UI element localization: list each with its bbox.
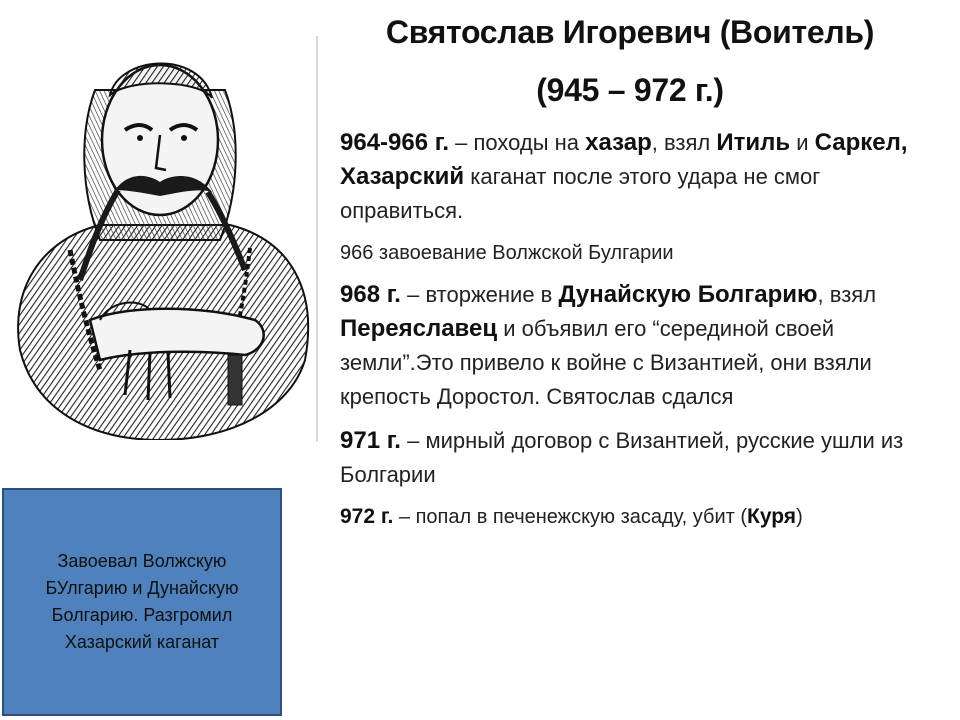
event-text: , взял bbox=[651, 130, 717, 155]
event-highlight: 972 г. bbox=[340, 505, 394, 528]
event-text: и bbox=[790, 130, 815, 155]
event-item bbox=[340, 278, 945, 414]
vertical-divider bbox=[316, 36, 318, 442]
slide-reign-dates: (945 – 972 г.) bbox=[536, 72, 724, 108]
event-highlight: Переяславец bbox=[340, 315, 498, 342]
events-list bbox=[340, 126, 945, 542]
event-item bbox=[340, 424, 945, 492]
event-highlight: Итиль bbox=[716, 129, 791, 156]
summary-text: Завоевал Волжскую БУлгарию и Дунайскую Болгарию. Разгромил Хазарский каганат bbox=[45, 551, 239, 652]
event-item bbox=[340, 126, 945, 228]
event-highlight: Куря bbox=[747, 505, 797, 528]
portrait-illustration bbox=[0, 20, 320, 440]
event-highlight: Дунайскую Болгарию bbox=[558, 281, 818, 308]
engraved-portrait-icon bbox=[0, 20, 320, 440]
event-text: – походы на bbox=[449, 130, 586, 155]
event-highlight: 968 г. bbox=[340, 281, 401, 308]
event-text: каганат после этого удара не смог оправиться. bbox=[340, 164, 821, 223]
event-highlight: хазар bbox=[585, 129, 652, 156]
event-text: – вторжение в bbox=[400, 282, 559, 307]
event-highlight: 971 г. bbox=[340, 427, 401, 454]
event-item bbox=[340, 238, 945, 268]
event-item bbox=[340, 502, 945, 532]
event-text: – мирный договор с Византией, русские ушли из Болгарии bbox=[340, 428, 904, 487]
event-highlight: 964-966 г. bbox=[340, 129, 450, 156]
event-text: и объявил его “серединой своей земли”.Это привело к войне с Византией, они взяли крепость Доростол. Святослав сдался bbox=[340, 316, 872, 409]
event-text: ) bbox=[796, 506, 803, 528]
event-text: 966 завоевание Волжской Булгарии bbox=[340, 242, 674, 264]
slide-title: Святослав Игоревич (Воитель) bbox=[385, 14, 875, 50]
event-highlight: Саркел, Хазарский bbox=[340, 129, 908, 190]
summary-box bbox=[2, 488, 282, 716]
event-text: , взял bbox=[817, 282, 877, 307]
event-text: – попал в печенежскую засаду, убит ( bbox=[393, 506, 748, 528]
